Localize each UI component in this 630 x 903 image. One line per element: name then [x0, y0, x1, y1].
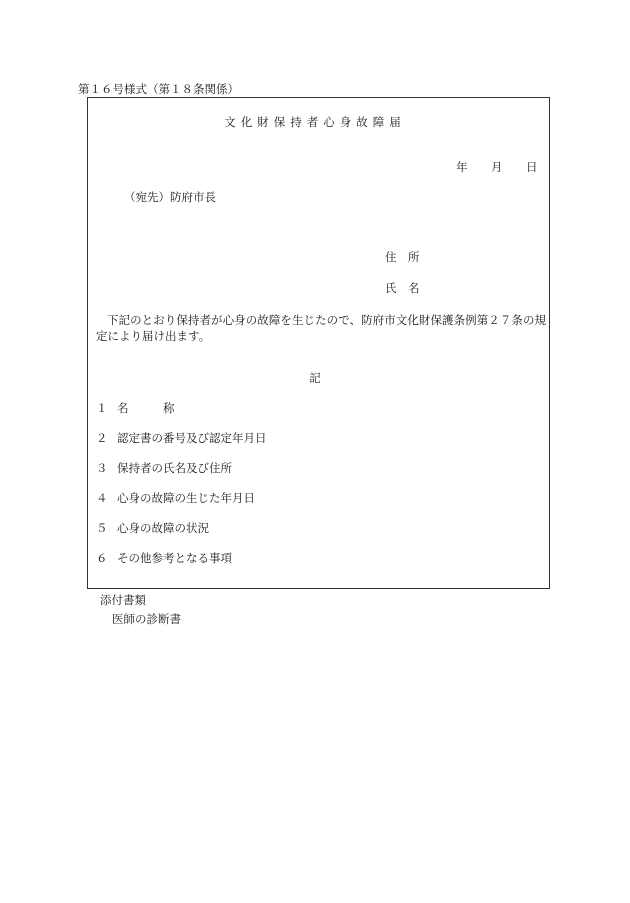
item-number: ４ — [96, 491, 108, 505]
attachments-label: 添付書類 — [100, 593, 146, 607]
list-item — [96, 401, 175, 415]
list-item — [96, 551, 232, 565]
item-number: ３ — [96, 461, 108, 475]
item-label: 心身の故障の状況 — [117, 521, 209, 535]
list-item — [96, 491, 255, 505]
list-item — [96, 461, 232, 475]
document-title: 文化財保持者心身故障届 — [224, 115, 406, 129]
form-number-label: 第１６号様式（第１８条関係） — [78, 82, 239, 96]
attachment-item: 医師の診断書 — [112, 612, 181, 626]
item-label: 名 称 — [117, 401, 175, 415]
item-number: ６ — [96, 551, 108, 565]
item-label: その他参考となる事項 — [117, 551, 232, 565]
date-day-label: 日 — [526, 160, 538, 174]
name-label: 氏 名 — [385, 281, 420, 295]
list-item — [96, 431, 267, 445]
list-item — [96, 521, 209, 535]
item-label: 保持者の氏名及び住所 — [117, 461, 232, 475]
item-label: 心身の故障の生じた年月日 — [117, 491, 255, 505]
item-number: ５ — [96, 521, 108, 535]
item-label: 認定書の番号及び認定年月日 — [117, 431, 267, 445]
addressee: （宛先）防府市長 — [124, 190, 216, 204]
item-number: １ — [96, 401, 108, 415]
item-number: ２ — [96, 431, 108, 445]
ki-heading: 記 — [309, 371, 321, 385]
date-month-label: 月 — [491, 160, 503, 174]
statement-text: 下記のとおり保持者が心身の故障を生じたので、防府市文化財保護条例第２７条の規定により届け出ます。 — [96, 313, 546, 343]
address-label: 住 所 — [385, 250, 420, 264]
date-year-label: 年 — [456, 160, 468, 174]
